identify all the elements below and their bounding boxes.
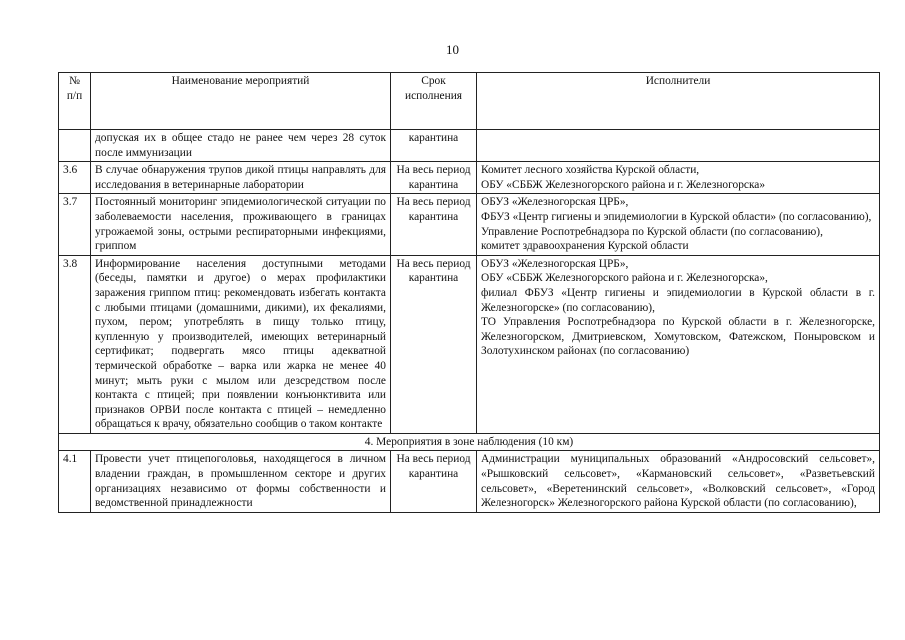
- executor-line: ФБУЗ «Центр гигиены и эпидемиологии в Курской области» (по согласованию),: [481, 210, 872, 223]
- table-row: [59, 255, 880, 433]
- executor-line: Управление Роспотребнадзора по Курской области (по согласованию),: [481, 225, 823, 238]
- header-term: Срок исполнения: [391, 73, 477, 130]
- page-number: 10: [446, 42, 459, 57]
- executor-line: ОБУ «СББЖ Железногорского района и г. Железногорска»,: [481, 272, 768, 285]
- row-executors: [477, 194, 880, 255]
- row-measure: В случае обнаружения трупов дикой птицы направлять для исследования в ветеринарные лаборатории: [91, 162, 391, 194]
- row-executors: [477, 162, 880, 194]
- row-num: 3.6: [59, 162, 91, 194]
- section-title: 4. Мероприятия в зоне наблюдения (10 км): [59, 433, 880, 451]
- row-term: карантина: [391, 130, 477, 162]
- row-term: На весь период карантина: [391, 451, 477, 512]
- table-header-row: [59, 73, 880, 130]
- row-executors: [477, 451, 880, 512]
- executor-line: Комитет лесного хозяйства Курской области,: [481, 164, 700, 177]
- header-num-label: № п/п: [66, 75, 83, 102]
- row-measure: Провести учет птицепоголовья, находящегося в личном владении граждан, в промышленном секторе и других организациях независимо от формы собственности и ведомственной принадлежности: [91, 451, 391, 512]
- row-measure: допуская их в общее стадо не ранее чем через 28 суток после иммунизации: [91, 130, 391, 162]
- row-measure: Постоянный мониторинг эпидемиологической ситуации по заболеваемости населения, проживающего в границах угрожаемой зоны, острыми респираторными инфекциями, гриппом: [91, 194, 391, 255]
- header-num: [59, 73, 91, 130]
- row-num: [59, 130, 91, 162]
- section-header-row: [59, 433, 880, 451]
- table-row: [59, 451, 880, 512]
- row-executors: [477, 130, 880, 162]
- header-executors: Исполнители: [477, 73, 880, 130]
- executor-line: ОБУЗ «Железногорская ЦРБ»,: [481, 196, 629, 209]
- table-row: [59, 194, 880, 255]
- executor-line: ОБУЗ «Железногорская ЦРБ»,: [481, 257, 629, 270]
- row-num: 3.7: [59, 194, 91, 255]
- table-row: [59, 130, 880, 162]
- row-executors: [477, 255, 880, 433]
- row-measure: Информирование населения доступными методами (беседы, памятки и другое) о мерах профилактики заражения гриппом птиц: рекомендовать избегать контакта с любыми птицами (домашними, дикими), их фекалиями, пухом, пером; употреблять в пищу только птицу, купленную у производителей, имеющих ветеринарный сертификат; подвергать мясо птицы адекватной термической обработке – варка или жарка не менее 40 минут; мыть руки с мылом или дезсредством после контакта с птицей; при появлении конъюнктивита или признаков ОРВИ после контакта с птицей – немедленно обращаться к врачу, обязательно сообщив о таком контакте: [91, 255, 391, 433]
- executor-line: филиал ФБУЗ «Центр гигиены и эпидемиологии в Курской области в г. Железногорске» (по согласованию),: [481, 286, 875, 314]
- row-num: 3.8: [59, 255, 91, 433]
- executor-line: Администрации муниципальных образований «Андросовский сельсовет», «Рышковский сельсовет», «Кармановский сельсовет», «Разветьевский сельсовет», «Веретенинский сельсовет», «Волковский сельсовет», «Город Железногорск» Железногорского района Курской области (по согласованию),: [481, 453, 875, 510]
- row-num: 4.1: [59, 451, 91, 512]
- measures-table: [58, 72, 880, 513]
- executor-line: ТО Управления Роспотребнадзора по Курской области в г. Железногорске, Железногорском, Дмитриевском, Хомутовском, Фатежском, Поныровском и Золотухинском районах (по согласованию): [481, 316, 875, 358]
- row-term: На весь период карантина: [391, 162, 477, 194]
- row-term: На весь период карантина: [391, 194, 477, 255]
- row-term: На весь период карантина: [391, 255, 477, 433]
- table-row: [59, 162, 880, 194]
- header-name: Наименование мероприятий: [91, 73, 391, 130]
- executor-line: ОБУ «СББЖ Железногорского района и г. Железногорска»: [481, 178, 766, 191]
- executor-line: комитет здравоохранения Курской области: [481, 240, 689, 253]
